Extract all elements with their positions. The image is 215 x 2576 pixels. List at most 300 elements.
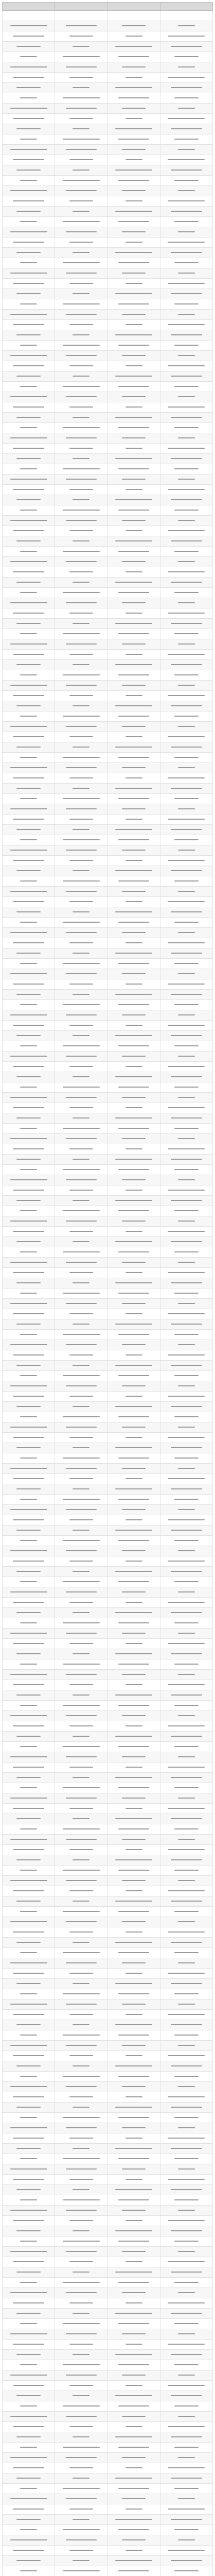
table-cell	[160, 73, 212, 83]
illegible-text-placeholder	[126, 1190, 142, 1191]
illegible-text-placeholder	[174, 1375, 199, 1376]
table-cell	[160, 2484, 212, 2494]
table-cell	[55, 1185, 107, 1196]
illegible-text-placeholder	[16, 170, 41, 171]
illegible-text-placeholder	[171, 252, 202, 253]
table-cell	[3, 2370, 55, 2381]
table-cell	[55, 2030, 107, 2041]
illegible-text-placeholder	[171, 1200, 202, 1201]
illegible-text-placeholder	[118, 510, 149, 511]
illegible-text-placeholder	[73, 417, 89, 418]
table-row	[3, 268, 213, 279]
table-cell	[3, 1041, 55, 1052]
illegible-text-placeholder	[13, 77, 44, 78]
table-row	[3, 681, 213, 691]
table-cell	[160, 639, 212, 650]
table-cell	[3, 1845, 55, 1855]
table-cell	[107, 1690, 160, 1701]
illegible-text-placeholder	[118, 56, 149, 57]
illegible-text-placeholder	[115, 1447, 152, 1448]
illegible-text-placeholder	[63, 716, 100, 717]
table-row	[3, 2401, 213, 2412]
table-cell	[55, 382, 107, 392]
illegible-text-placeholder	[10, 1633, 47, 1634]
table-cell	[160, 732, 212, 742]
illegible-text-placeholder	[171, 2024, 202, 2025]
table-row	[3, 2051, 213, 2061]
table-cell	[160, 1814, 212, 1824]
illegible-text-placeholder	[122, 643, 146, 645]
table-cell	[107, 784, 160, 794]
illegible-text-placeholder	[66, 1303, 97, 1304]
illegible-text-placeholder	[126, 1148, 142, 1149]
table-cell	[107, 763, 160, 773]
illegible-text-placeholder	[115, 1159, 152, 1160]
table-cell	[3, 1412, 55, 1422]
table-cell	[3, 681, 55, 691]
table-cell	[107, 1752, 160, 1762]
table-cell	[160, 341, 212, 351]
table-cell	[3, 794, 55, 804]
illegible-text-placeholder	[69, 1396, 94, 1397]
table-cell	[3, 660, 55, 670]
illegible-text-placeholder	[16, 829, 41, 830]
illegible-text-placeholder	[20, 716, 37, 717]
table-cell	[107, 2360, 160, 2370]
table-cell	[160, 495, 212, 505]
table-cell	[160, 1742, 212, 1752]
data-table	[2, 2, 213, 2576]
illegible-text-placeholder	[171, 1530, 202, 1531]
illegible-text-placeholder	[118, 2076, 149, 2077]
table-cell	[160, 1464, 212, 1474]
illegible-text-placeholder	[126, 901, 142, 902]
illegible-text-placeholder	[10, 1385, 47, 1386]
table-cell	[107, 21, 160, 31]
illegible-text-placeholder	[10, 273, 47, 274]
table-cell	[55, 1010, 107, 1021]
illegible-text-placeholder	[63, 963, 100, 964]
illegible-text-placeholder	[178, 2004, 195, 2005]
table-cell	[3, 1948, 55, 1958]
illegible-text-placeholder	[20, 757, 37, 758]
illegible-text-placeholder	[174, 386, 199, 387]
illegible-text-placeholder	[178, 355, 195, 356]
illegible-text-placeholder	[13, 1025, 44, 1026]
illegible-text-placeholder	[178, 231, 195, 232]
table-cell	[55, 2175, 107, 2185]
illegible-text-placeholder	[171, 1694, 202, 1696]
illegible-text-placeholder	[178, 396, 195, 397]
table-cell	[55, 1793, 107, 1804]
table-cell	[55, 2298, 107, 2309]
table-cell	[55, 928, 107, 938]
table-row	[3, 2535, 213, 2546]
table-cell	[3, 1999, 55, 2010]
table-cell	[107, 670, 160, 681]
illegible-text-placeholder	[66, 1344, 97, 1345]
illegible-text-placeholder	[63, 1004, 100, 1005]
illegible-text-placeholder	[178, 2168, 195, 2170]
table-cell	[3, 1371, 55, 1381]
illegible-text-placeholder	[122, 767, 146, 768]
table-cell	[55, 1278, 107, 1289]
illegible-text-placeholder	[178, 1056, 195, 1057]
table-cell	[160, 1999, 212, 2010]
table-cell	[107, 907, 160, 918]
illegible-text-placeholder	[16, 1241, 41, 1242]
illegible-text-placeholder	[66, 479, 97, 480]
table-cell	[107, 1999, 160, 2010]
illegible-text-placeholder	[171, 1859, 202, 1860]
table-cell	[107, 495, 160, 505]
illegible-text-placeholder	[171, 2560, 202, 2561]
table-cell	[55, 1103, 107, 1113]
illegible-text-placeholder	[73, 334, 89, 335]
table-cell	[55, 1258, 107, 1268]
illegible-text-placeholder	[174, 262, 199, 263]
table-cell	[160, 351, 212, 361]
illegible-text-placeholder	[122, 1179, 146, 1180]
illegible-text-placeholder	[115, 2519, 152, 2520]
table-cell	[55, 1175, 107, 1185]
table-cell	[55, 2494, 107, 2504]
table-cell	[3, 598, 55, 608]
illegible-text-placeholder	[174, 674, 199, 675]
illegible-text-placeholder	[16, 2148, 41, 2149]
illegible-text-placeholder	[126, 1519, 142, 1520]
table-cell	[3, 887, 55, 897]
illegible-text-placeholder	[73, 870, 89, 871]
illegible-text-placeholder	[118, 1993, 149, 1994]
table-cell	[107, 732, 160, 742]
table-cell	[3, 1515, 55, 1526]
table-cell	[160, 1113, 212, 1124]
table-cell	[55, 1350, 107, 1361]
illegible-text-placeholder	[69, 1437, 94, 1438]
illegible-text-placeholder	[10, 2168, 47, 2170]
illegible-text-placeholder	[66, 2168, 97, 2170]
illegible-text-placeholder	[122, 2045, 146, 2046]
table-row	[3, 124, 213, 134]
table-cell	[160, 155, 212, 165]
table-cell	[107, 320, 160, 330]
illegible-text-placeholder	[20, 1540, 37, 1541]
illegible-text-placeholder	[66, 1715, 97, 1716]
illegible-text-placeholder	[63, 221, 100, 222]
illegible-text-placeholder	[73, 582, 89, 583]
table-cell	[107, 1536, 160, 1546]
illegible-text-placeholder	[168, 984, 205, 985]
illegible-text-placeholder	[126, 1066, 142, 1067]
illegible-text-placeholder	[115, 1571, 152, 1572]
table-cell	[3, 1144, 55, 1155]
table-cell	[55, 845, 107, 856]
table-cell	[107, 1938, 160, 1948]
table-cell	[160, 186, 212, 196]
illegible-text-placeholder	[118, 303, 149, 304]
table-cell	[160, 1639, 212, 1649]
table-cell	[55, 1979, 107, 1989]
table-cell	[3, 1309, 55, 1319]
illegible-text-placeholder	[13, 1478, 44, 1479]
table-row	[3, 217, 213, 227]
table-row	[3, 341, 213, 351]
illegible-text-placeholder	[10, 1674, 47, 1675]
illegible-text-placeholder	[63, 1746, 100, 1747]
illegible-text-placeholder	[118, 1952, 149, 1953]
illegible-text-placeholder	[178, 2045, 195, 2046]
illegible-text-placeholder	[66, 1674, 97, 1675]
table-cell	[160, 2556, 212, 2566]
illegible-text-placeholder	[16, 46, 41, 47]
table-cell	[107, 1587, 160, 1598]
table-cell	[160, 794, 212, 804]
table-cell	[55, 1340, 107, 1350]
illegible-text-placeholder	[171, 1406, 202, 1407]
table-row	[3, 114, 213, 124]
table-cell	[55, 2195, 107, 2206]
illegible-text-placeholder	[178, 1179, 195, 1180]
illegible-text-placeholder	[63, 1169, 100, 1170]
table-cell	[107, 1247, 160, 1258]
illegible-text-placeholder	[115, 458, 152, 459]
illegible-text-placeholder	[13, 613, 44, 614]
table-cell	[3, 691, 55, 701]
table-cell	[55, 330, 107, 341]
table-cell	[55, 114, 107, 124]
illegible-text-placeholder	[73, 664, 89, 665]
illegible-text-placeholder	[171, 664, 202, 665]
table-row	[3, 2072, 213, 2082]
table-row	[3, 1144, 213, 1155]
illegible-text-placeholder	[168, 819, 205, 820]
table-cell	[107, 1783, 160, 1793]
table-cell	[160, 1938, 212, 1948]
table-cell	[107, 2546, 160, 2556]
table-cell	[107, 1278, 160, 1289]
table-cell	[55, 1433, 107, 1443]
illegible-text-placeholder	[20, 2158, 37, 2159]
illegible-text-placeholder	[13, 2138, 44, 2139]
table-row	[3, 104, 213, 114]
illegible-text-placeholder	[115, 911, 152, 912]
illegible-text-placeholder	[10, 1014, 47, 1015]
illegible-text-placeholder	[126, 819, 142, 820]
table-cell	[160, 1587, 212, 1598]
table-cell	[3, 21, 55, 31]
illegible-text-placeholder	[126, 118, 142, 119]
illegible-text-placeholder	[10, 2210, 47, 2211]
table-cell	[3, 433, 55, 444]
table-cell	[160, 52, 212, 62]
table-row	[3, 629, 213, 639]
table-cell	[107, 1866, 160, 1876]
table-cell	[3, 1721, 55, 1732]
table-cell	[107, 2164, 160, 2175]
column-header-4	[160, 3, 212, 11]
table-cell	[55, 2236, 107, 2247]
table-cell	[3, 1031, 55, 1041]
table-cell	[55, 1649, 107, 1659]
illegible-text-placeholder	[171, 994, 202, 995]
illegible-text-placeholder	[115, 376, 152, 377]
table-cell	[160, 1866, 212, 1876]
illegible-text-placeholder	[16, 1406, 41, 1407]
table-cell	[3, 1000, 55, 1010]
table-cell	[55, 1361, 107, 1371]
illegible-text-placeholder	[16, 2436, 41, 2437]
illegible-text-placeholder	[178, 1839, 195, 1840]
table-row	[3, 1082, 213, 1093]
illegible-text-placeholder	[69, 1025, 94, 1026]
illegible-text-placeholder	[63, 97, 100, 98]
illegible-text-placeholder	[115, 705, 152, 706]
illegible-text-placeholder	[66, 1385, 97, 1386]
illegible-text-placeholder	[73, 293, 89, 294]
table-cell	[55, 1000, 107, 1010]
table-cell	[55, 588, 107, 598]
table-cell	[160, 2525, 212, 2535]
table-cell	[107, 866, 160, 876]
illegible-text-placeholder	[16, 1653, 41, 1654]
table-cell	[107, 1484, 160, 1495]
table-row	[3, 413, 213, 423]
table-cell	[107, 114, 160, 124]
table-cell	[55, 1866, 107, 1876]
illegible-text-placeholder	[122, 108, 146, 109]
table-cell	[55, 1577, 107, 1587]
illegible-text-placeholder	[168, 36, 205, 37]
table-cell	[107, 474, 160, 485]
table-row	[3, 1855, 213, 1866]
table-cell	[107, 464, 160, 474]
table-cell	[107, 598, 160, 608]
table-cell	[107, 1546, 160, 1556]
illegible-text-placeholder	[16, 417, 41, 418]
table-cell	[160, 1762, 212, 1773]
illegible-text-placeholder	[126, 2055, 142, 2056]
illegible-text-placeholder	[13, 695, 44, 696]
table-row	[3, 2412, 213, 2422]
table-cell	[107, 423, 160, 433]
illegible-text-placeholder	[178, 25, 195, 26]
table-cell	[55, 1505, 107, 1515]
illegible-text-placeholder	[73, 2148, 89, 2149]
table-row	[3, 536, 213, 547]
table-cell	[3, 1680, 55, 1690]
table-cell	[107, 2370, 160, 2381]
table-cell	[3, 567, 55, 578]
table-cell	[55, 1402, 107, 1412]
table-cell	[3, 268, 55, 279]
table-cell	[3, 1402, 55, 1412]
illegible-text-placeholder	[16, 1035, 41, 1036]
illegible-text-placeholder	[16, 1942, 41, 1943]
illegible-text-placeholder	[16, 664, 41, 665]
table-row	[3, 1319, 213, 1330]
illegible-text-placeholder	[122, 520, 146, 521]
table-row	[3, 1814, 213, 1824]
illegible-text-placeholder	[13, 1890, 44, 1891]
illegible-text-placeholder	[118, 674, 149, 675]
table-row	[3, 1402, 213, 1412]
illegible-text-placeholder	[171, 417, 202, 418]
table-row	[3, 1433, 213, 1443]
table-cell	[3, 11, 55, 21]
table-cell	[55, 2504, 107, 2515]
illegible-text-placeholder	[73, 458, 89, 459]
illegible-text-placeholder	[126, 1478, 142, 1479]
table-row	[3, 21, 213, 31]
illegible-text-placeholder	[171, 2107, 202, 2108]
illegible-text-placeholder	[171, 1365, 202, 1366]
table-row	[3, 2103, 213, 2113]
table-cell	[160, 268, 212, 279]
illegible-text-placeholder	[63, 180, 100, 181]
table-row	[3, 2123, 213, 2133]
table-row	[3, 979, 213, 990]
table-row	[3, 464, 213, 474]
illegible-text-placeholder	[126, 2302, 142, 2303]
illegible-text-placeholder	[171, 540, 202, 541]
illegible-text-placeholder	[115, 2272, 152, 2273]
table-cell	[160, 2010, 212, 2020]
illegible-text-placeholder	[16, 334, 41, 335]
table-cell	[3, 454, 55, 464]
table-cell	[55, 1567, 107, 1577]
table-cell	[107, 969, 160, 979]
illegible-text-placeholder	[126, 984, 142, 985]
table-cell	[107, 897, 160, 907]
table-row	[3, 145, 213, 155]
table-cell	[55, 2082, 107, 2092]
table-cell	[55, 1999, 107, 2010]
table-cell	[55, 608, 107, 619]
table-cell	[3, 1577, 55, 1587]
table-row	[3, 1711, 213, 1721]
table-cell	[55, 753, 107, 763]
illegible-text-placeholder	[118, 2529, 149, 2530]
table-cell	[107, 2226, 160, 2236]
illegible-text-placeholder	[115, 2148, 152, 2149]
illegible-text-placeholder	[171, 582, 202, 583]
illegible-text-placeholder	[20, 1746, 37, 1747]
table-cell	[3, 2422, 55, 2432]
table-row	[3, 990, 213, 1000]
illegible-text-placeholder	[115, 1530, 152, 1531]
table-cell	[3, 1072, 55, 1082]
illegible-text-placeholder	[16, 1859, 41, 1860]
table-cell	[107, 938, 160, 948]
table-cell	[160, 2412, 212, 2422]
illegible-text-placeholder	[115, 1901, 152, 1902]
illegible-text-placeholder	[115, 540, 152, 541]
table-row	[3, 1361, 213, 1371]
table-cell	[3, 145, 55, 155]
table-row	[3, 918, 213, 928]
illegible-text-placeholder	[13, 406, 44, 408]
illegible-text-placeholder	[13, 118, 44, 119]
table-row	[3, 1577, 213, 1587]
table-cell	[107, 1268, 160, 1278]
table-cell	[3, 856, 55, 866]
table-cell	[160, 948, 212, 959]
table-cell	[160, 2350, 212, 2360]
table-row	[3, 876, 213, 887]
table-cell	[3, 2082, 55, 2092]
illegible-text-placeholder	[118, 1705, 149, 1706]
